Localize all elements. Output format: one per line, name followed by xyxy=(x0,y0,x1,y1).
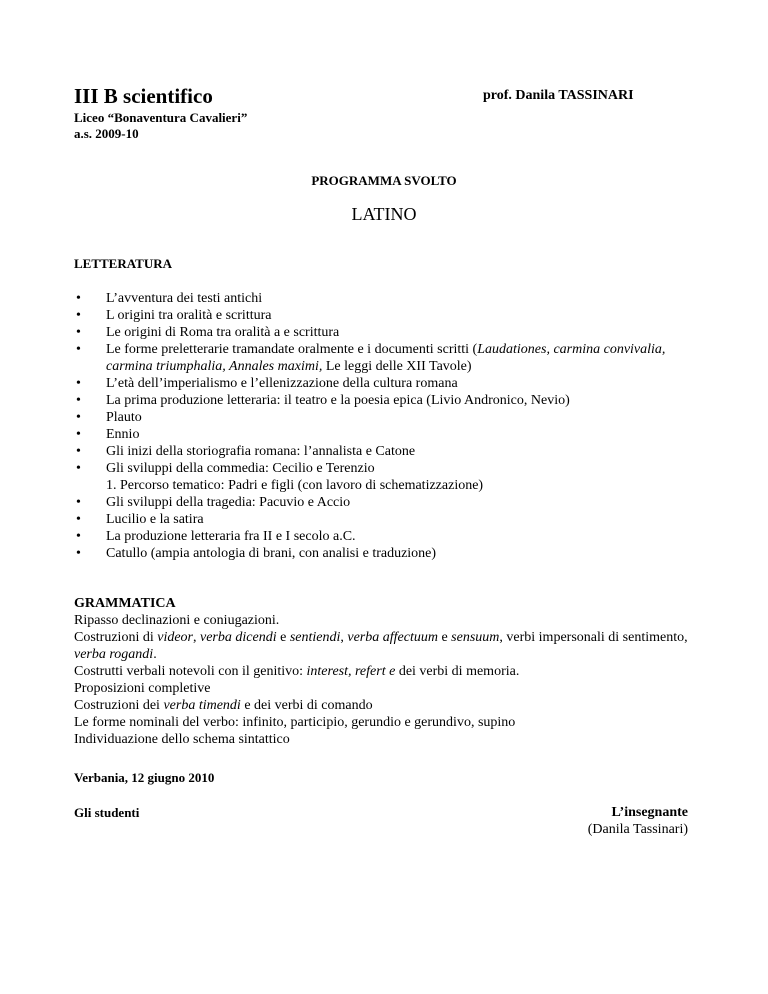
bullet-icon: • xyxy=(76,393,81,408)
place-date: Verbania, 12 giugno 2010 xyxy=(74,770,215,785)
list-item: • Gli sviluppi della commedia: Cecilio e Terenzio xyxy=(76,461,375,476)
bullet-icon: • xyxy=(76,410,81,425)
list-item: • Gli inizi della storiografia romana: l’annalista e Catone xyxy=(76,444,416,459)
grammatica-line: Costrutti verbali notevoli con il genitivo: interest, refert e dei verbi di memoria. xyxy=(74,664,520,679)
programma-heading: PROGRAMMA SVOLTO xyxy=(311,173,457,188)
grammatica-line: Costruzioni dei verba timendi e dei verbi di comando xyxy=(74,698,373,713)
list-item: • Lucilio e la satira xyxy=(76,512,204,527)
class-title: III B scientifico xyxy=(74,84,213,108)
bullet-icon: • xyxy=(76,495,81,510)
bullet-icon: • xyxy=(76,529,81,544)
professor-name: prof. Danila TASSINARI xyxy=(483,88,634,103)
grammatica-line: Le forme nominali del verbo: infinito, participio, gerundio e gerundivo, supino xyxy=(74,715,516,730)
list-item: • Gli sviluppi della tragedia: Pacuvio e Accio xyxy=(76,495,351,510)
bullet-icon: • xyxy=(76,342,81,357)
students-signature-label: Gli studenti xyxy=(74,805,140,820)
grammatica-line: Individuazione dello schema sintattico xyxy=(74,732,290,747)
list-item: • Ennio xyxy=(76,427,140,442)
bullet-icon: • xyxy=(76,427,81,442)
teacher-name: (Danila Tassinari) xyxy=(587,822,688,837)
bullet-icon: • xyxy=(76,546,81,561)
list-item: • Plauto xyxy=(76,410,142,425)
list-subitem: 1. Percorso tematico: Padri e figli (con lavoro di schematizzazione) xyxy=(106,478,484,493)
list-item: • Le forme preletterarie tramandate oralmente e i documenti scritti (Laudationes, carmina convivalia, carmina triumphalia, Annales maximi, Le leggi delle XII Tavole) xyxy=(76,342,666,374)
bullet-icon: • xyxy=(76,444,81,459)
bullet-icon: • xyxy=(76,376,81,391)
bullet-icon: • xyxy=(76,461,81,476)
subject-title: LATINO xyxy=(351,204,417,224)
grammatica-line: Proposizioni completive xyxy=(74,681,211,696)
list-item: • L origini tra oralità e scrittura xyxy=(76,308,272,323)
bullet-icon: • xyxy=(76,308,81,323)
list-item: • La produzione letteraria fra II e I secolo a.C. xyxy=(76,529,356,544)
school-name: Liceo “Bonaventura Cavalieri” xyxy=(74,110,248,125)
letteratura-heading: LETTERATURA xyxy=(74,256,173,271)
list-item: • L’avventura dei testi antichi xyxy=(76,291,263,306)
teacher-signature-label: L’insegnante xyxy=(611,805,688,820)
bullet-icon: • xyxy=(76,291,81,306)
bullet-icon: • xyxy=(76,325,81,340)
grammatica-heading: GRAMMATICA xyxy=(74,596,176,611)
list-item: • Catullo (ampia antologia di brani, con analisi e traduzione) xyxy=(76,546,437,561)
bullet-icon: • xyxy=(76,512,81,527)
grammatica-line: Costruzioni di videor, verba dicendi e sentiendi, verba affectuum e sensuum, verbi impersonali di sentimento, verba rogandi. xyxy=(74,630,688,662)
letteratura-list xyxy=(74,290,694,562)
school-year: a.s. 2009-10 xyxy=(74,126,139,141)
list-item: • Le origini di Roma tra oralità a e scrittura xyxy=(76,325,340,340)
list-item: • La prima produzione letteraria: il teatro e la poesia epica (Livio Andronico, Nevio) xyxy=(76,393,570,408)
grammatica-body xyxy=(74,612,694,748)
list-item: • L’età dell’imperialismo e l’ellenizzazione della cultura romana xyxy=(76,376,458,391)
grammatica-line: Ripasso declinazioni e coniugazioni. xyxy=(74,613,280,628)
